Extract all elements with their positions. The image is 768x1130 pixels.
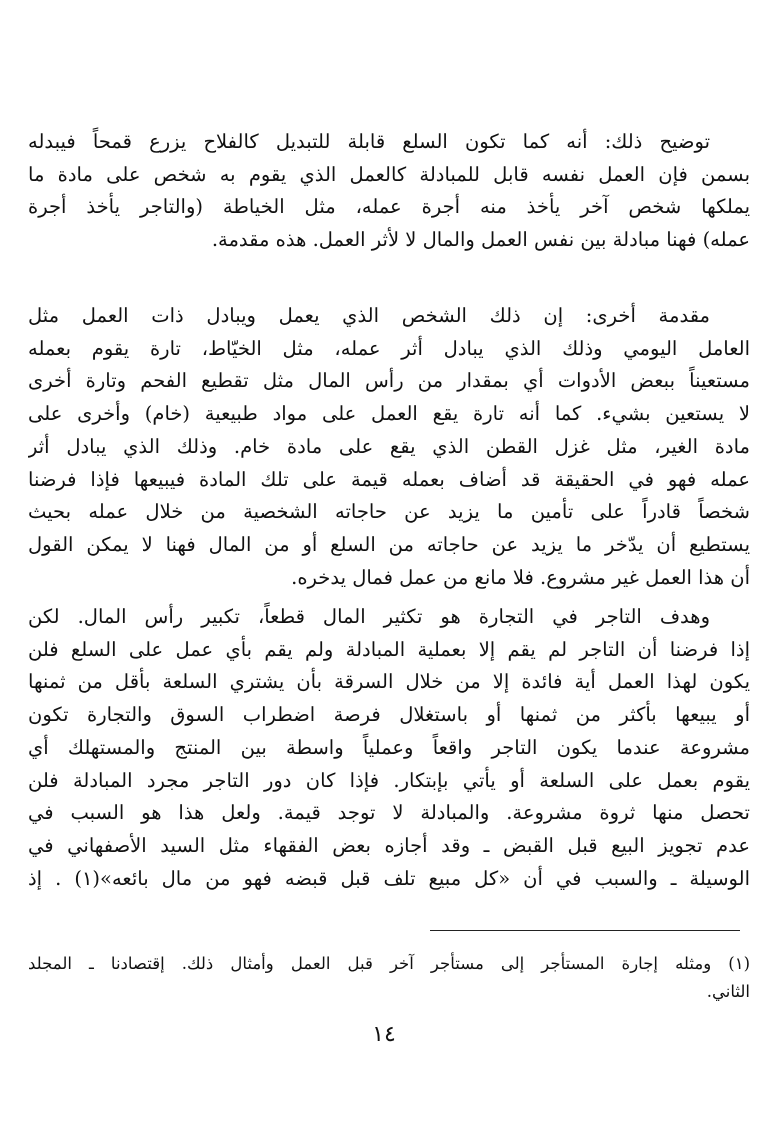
footnote (28, 950, 750, 1006)
text-line: عمله فهو في الحقيقة قد أضاف بعمله قيمة على تلك المادة فيبيعها فإذا فرضنا (28, 467, 750, 491)
text-line: عدم تجويز البيع قبل القبض ـ وقد أجازه بعض الفقهاء مثل السيد الأصفهاني في (28, 833, 750, 857)
text-line: مستعيناً ببعض الأدوات أي بمقدار من رأس المال مثل تقطيع الفحم وتارة أخرى (28, 369, 750, 393)
text-line: أن هذا العمل غير مشروع. فلا مانع من عمل فمال يدخره. (291, 565, 750, 589)
footnote-divider (430, 930, 740, 931)
text-line: مقدمة أخرى: إن ذلك الشخص الذي يعمل ويبادل ذات العمل مثل (28, 304, 710, 327)
text-line: يكون لهذا العمل أية فائدة إلا من خلال السرقة بأن يشتري السلعة بأقل من ثمنها (28, 670, 750, 694)
footnote-line: (١) ومثله إجارة المستأجر إلى مستأجر آخر قبل العمل وأمثال ذلك. إقتصادنا ـ المجلد (28, 954, 750, 973)
text-line: يملكها شخص آخر يأخذ منه أجرة عمله، مثل الخياطة (والتاجر يأخذ أجرة (28, 195, 750, 219)
text-line: عمله) فهنا مبادلة بين نفس العمل والمال لا لأثر العمل. هذه مقدمة. (211, 228, 750, 252)
footnote-line: الثاني. (706, 982, 750, 1001)
text-line: شخصاً قادراً على تأمين ما يزيد عن حاجاته الشخصية من خلال عمله بحيث (28, 500, 750, 524)
text-line: تحصل منها ثروة مشروعة. والمبادلة لا توجد قيمة. ولعل هذا هو السبب في (28, 801, 750, 825)
text-line: مادة الغير، مثل غزل القطن الذي يقع على مادة خام. وذلك الذي يبادل أثر (28, 434, 750, 458)
text-line: الوسيلة ـ والسبب في أن «كل مبيع تلف قبل قبضه فهو من مال بائعه»(١) . إذ (28, 866, 750, 890)
text-line: مشروعة عندما يكون التاجر واقعاً وعملياً واسطة بين المنتج والمستهلك أي (28, 735, 750, 759)
text-line: لا يستعين بشيء. كما أنه تارة يقع العمل على مواد طبيعية (خام) وأخرى على (28, 402, 750, 426)
text-line: وهدف التاجر في التجارة هو تكثير المال قطعاً، تكبير رأس المال. لكن (28, 605, 710, 628)
page-number: ١٤ (372, 1022, 396, 1047)
paragraph-3 (28, 601, 750, 895)
text-line: يستطيع أن يدّخر ما يزيد عن حاجاته من السلع أو من المال فهنا لا يمكن القول (28, 532, 750, 556)
text-line: بسمن فإن العمل نفسه قابل للمبادلة كالعمل الذي يقوم به شخص على مادة ما (28, 162, 750, 186)
text-line: إذا فرضنا أن التاجر لم يقم إلا بعملية المبادلة ولم يقم بأي عمل على السلع فلن (28, 637, 750, 661)
text-line: يقوم بعمل على السلعة أو يأتي بإبتكار. فإذا كان دور التاجر مجرد المبادلة فلن (28, 768, 750, 792)
text-line: أو يبيعها بأكثر من ثمنها أو باستغلال فرصة اضطراب السوق والتجارة تكون (28, 703, 750, 727)
paragraph-2 (28, 300, 750, 594)
paragraph-1 (28, 126, 750, 257)
text-line: توضيح ذلك: أنه كما تكون السلع قابلة للتبديل كالفلاح يزرع قمحاً فيبدله (28, 130, 710, 153)
text-line: العامل اليومي وذلك الذي يبادل أثر عمله، مثل الخيّاط، تارة يقوم بعمله (28, 336, 750, 360)
